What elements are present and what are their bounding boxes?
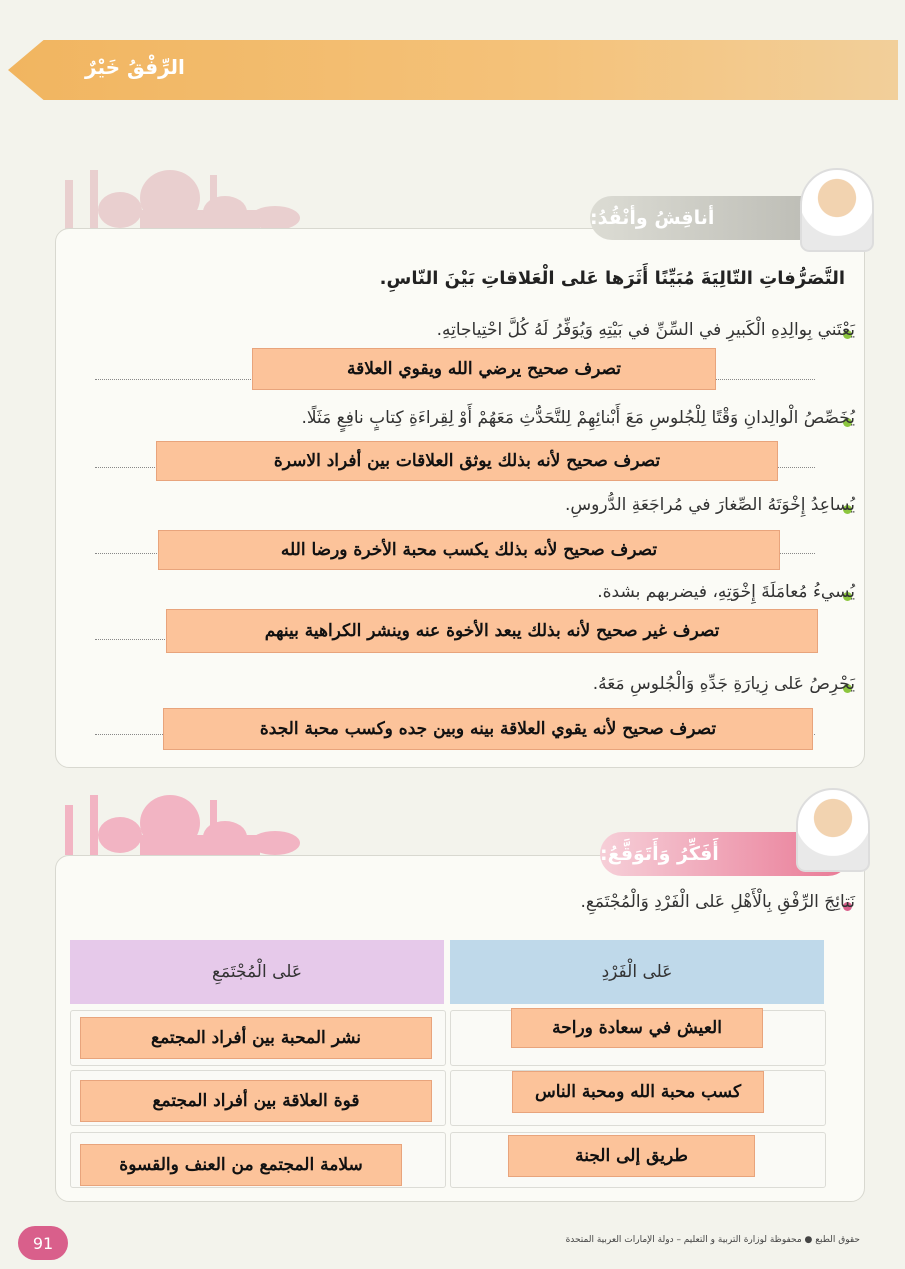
individual-answer-2: كسب محبة الله ومحبة الناس xyxy=(512,1071,764,1113)
boy-avatar-icon xyxy=(800,168,874,252)
society-answer-3: سلامة المجتمع من العنف والقسوة xyxy=(80,1144,402,1186)
discuss-item-2: يُخَصِّصُ الْوالِدانِ وَقْتًا لِلْجُلوسِ مَعَ أَبْنائِهِمْ لِلتَّحَدُّثِ مَعَهُمْ أَوْ لِقِراءَةِ كِتابٍ نافِعٍ مَثَلًا. xyxy=(301,408,855,428)
answer-3: تصرف صحيح لأنه بذلك يكسب محبة الأخرة ورضا الله xyxy=(158,530,780,570)
page-number: 91 xyxy=(18,1226,68,1260)
discuss-item-3: يُساعِدُ إِخْوَتَهُ الصِّغارَ في مُراجَعَةِ الدُّروسِ. xyxy=(565,495,855,515)
mosque-illustration xyxy=(60,150,320,230)
mosque-illustration-pink xyxy=(60,775,320,855)
discuss-item-5: يَحْرِصُ عَلى زِيارَةِ جَدِّهِ وَالْجُلوسِ مَعَهُ. xyxy=(592,674,855,694)
copyright-footer: حقوق الطبع ● محفوظة لوزارة التربية و التعليم – دولة الإمارات العربية المتحدة xyxy=(565,1235,860,1245)
column-header-society: عَلى الْمُجْتَمَعِ xyxy=(70,940,444,1004)
boy-idea-avatar-icon xyxy=(796,788,870,872)
think-question: نَتائِجَ الرِّفْقِ بِالْأَهْلِ عَلى الْفَرْدِ وَالْمُجْتَمَعِ. xyxy=(580,892,855,912)
individual-answer-1: العيش في سعادة وراحة xyxy=(511,1008,763,1048)
discuss-intro: التَّصَرُّفاتِ التّالِيَةَ مُبَيِّنًا أَثَرَها عَلى الْعَلاقاتِ بَيْنَ النّاسِ. xyxy=(379,268,845,289)
answer-1: تصرف صحيح يرضي الله ويقوي العلاقة xyxy=(252,348,716,390)
lesson-title: الرِّفْقُ خَيْرٌ xyxy=(85,55,185,79)
individual-answer-3: طريق إلى الجنة xyxy=(508,1135,755,1177)
answer-4: تصرف غير صحيح لأنه بذلك يبعد الأخوة عنه وينشر الكراهية بينهم xyxy=(166,609,818,653)
discuss-label: أناقِشُ وأنْقُدُ: xyxy=(590,196,840,240)
answer-2: تصرف صحيح لأنه بذلك يوثق العلاقات بين أفراد الاسرة xyxy=(156,441,778,481)
column-header-individual: عَلى الْفَرْدِ xyxy=(450,940,824,1004)
discuss-item-4: يُسيءُ مُعامَلَةَ إِخْوَتِهِ، فيضربهم بشدة. xyxy=(597,582,855,602)
think-label: أَفَكِّرُ وَأَتَوَقَّعُ: xyxy=(600,832,850,876)
society-answer-2: قوة العلاقة بين أفراد المجتمع xyxy=(80,1080,432,1122)
answer-5: تصرف صحيح لأنه يقوي العلاقة بينه وبين جده وكسب محبة الجدة xyxy=(163,708,813,750)
discuss-item-1: يَعْتَني بِوالِدِهِ الْكَبيرِ في السِّنِّ في بَيْتِهِ وَيُوَفِّرُ لَهُ كُلَّ احْتِياجاتِهِ. xyxy=(436,320,855,340)
society-answer-1: نشر المحبة بين أفراد المجتمع xyxy=(80,1017,432,1059)
